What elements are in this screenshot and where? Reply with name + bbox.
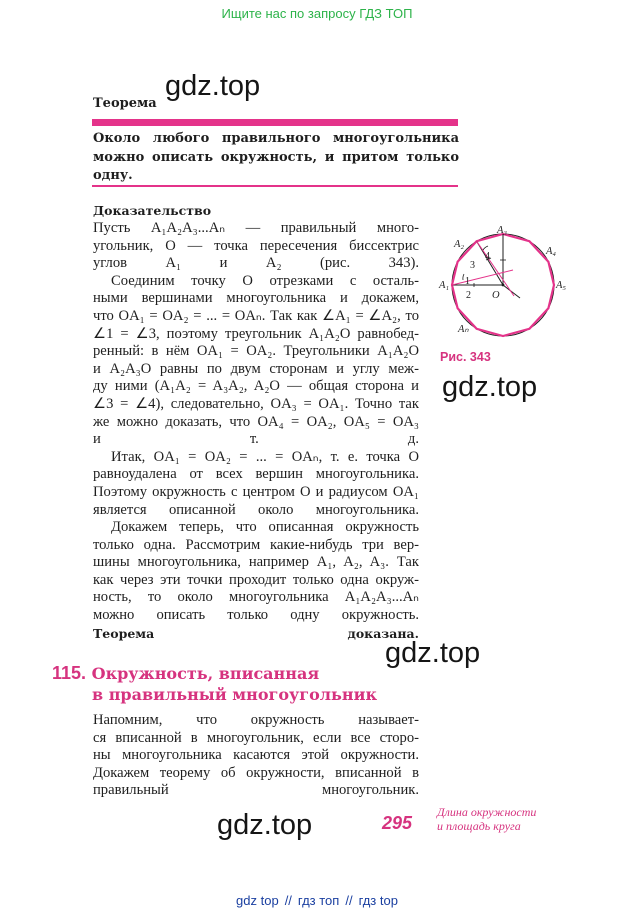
proof-line: Пусть A₁A₂A₃...Aₙ — правильный много- [93, 220, 419, 236]
label-a5: A₅ [556, 280, 567, 291]
label-a1: A₁ [439, 280, 450, 291]
theorem-bottom-rule [92, 185, 458, 187]
bisector-a2 [477, 241, 514, 296]
proof-line: ность, то около многоугольника A₁A₂A₃...Aₙ [93, 589, 419, 606]
figure-caption: Рис. 343 [440, 350, 491, 364]
watermark: gdz.top [165, 70, 261, 102]
label-a4: A₄ [546, 246, 557, 257]
proof-heading: Доказательство [93, 203, 212, 218]
proof-line: ∠3 = ∠4), следовательно, OA₃ = OA₁. Точно так [93, 395, 419, 412]
watermark: gdz.top [385, 637, 481, 669]
figure-343 [436, 222, 576, 347]
bottom-links [0, 893, 634, 908]
section-title-line: в правильный многоугольник [92, 685, 378, 704]
proof-line: как через эти точки проходит только одна окруж- [93, 571, 419, 588]
proof-line: и A₂A₃O равны по двум сторонам и углу меж- [93, 360, 419, 377]
running-head-line: и площадь круга [437, 819, 521, 833]
proof-conclusion: Теорема доказана. [93, 625, 419, 641]
page-number: 295 [382, 813, 413, 833]
running-head-line: Длина окружности [437, 805, 537, 819]
bisector-a1 [452, 270, 513, 285]
label-angle-3: 3 [470, 260, 475, 271]
theorem-heading: Теорема [93, 96, 157, 111]
angle-arc [483, 246, 488, 250]
proof-line: и т. д. [93, 431, 419, 448]
section-line: Напомним, что окружность называет- [93, 712, 419, 728]
section-title [52, 663, 377, 705]
proof-line: является описанной около многоугольника. [93, 501, 419, 518]
proof-line: ными вершинами многоугольника и докажем, [93, 290, 419, 307]
proof-line: можно описать только одну окружность. [93, 607, 419, 624]
bottom-link[interactable]: gdz top [236, 893, 279, 908]
watermark: gdz.top [442, 371, 538, 403]
section-line: ны многоугольника касаются этой окружности. [93, 747, 419, 764]
label-a2: A₂ [454, 239, 465, 250]
proof-line: ∠1 = ∠3, поэтому треугольник A₁A₂O равнобед- [93, 325, 419, 342]
proof-line: ду ними (A₁A₂ = A₃A₂, A₂O — общая сторона и [93, 378, 419, 395]
running-head [437, 805, 536, 833]
center-point [502, 284, 505, 287]
label-a3: A₃ [497, 225, 508, 236]
theorem-statement [93, 130, 459, 186]
section-number: 115. [52, 663, 87, 683]
section-line: Докажем теорему об окружности, вписанной в [93, 764, 419, 781]
label-o: O [492, 290, 500, 301]
proof-line: Докажем теперь, что описанная окружность [111, 519, 419, 536]
section-text [93, 712, 419, 800]
bottom-link[interactable]: гдз top [358, 893, 398, 908]
proof-line: что OA₁ = OA₂ = ... = OAₙ. Так как ∠A₁ = ∠A₂, то [93, 307, 419, 324]
theorem-top-bar [92, 119, 458, 126]
proof-line: Итак, OA₁ = OA₂ = ... = OAₙ, т. е. точка O [111, 448, 419, 465]
proof-line: равноудалена от всех вершин многоугольника. [93, 466, 419, 483]
label-an: Aₙ [458, 324, 469, 335]
label-angle-4: 4 [485, 251, 490, 262]
section-title-line: Окружность, вписанная [91, 664, 320, 683]
proof-line: же можно доказать, что OA₄ = OA₂, OA₅ = OA₃ [93, 413, 419, 430]
bottom-separator: // [345, 893, 353, 908]
proof-text [93, 220, 419, 642]
label-angle-2: 2 [466, 290, 471, 301]
theorem-line: одну. [93, 168, 133, 183]
bottom-link[interactable]: гдз топ [297, 893, 340, 908]
theorem-line: можно описать окружность, и притом только [93, 149, 459, 165]
proof-line: угольник, O — точка пересечения биссектрис [93, 237, 419, 254]
proof-line: Поэтому окружность с центром O и радиусом OA₁ [93, 483, 419, 500]
theorem-line: Около любого правильного многоугольника [93, 131, 459, 146]
top-banner: Ищите нас по запросу ГДЗ ТОП [221, 6, 413, 21]
bottom-separator: // [284, 893, 292, 908]
watermark: gdz.top [217, 809, 313, 841]
proof-line: шины многоугольника, например A₁, A₂, A₃. Так [93, 554, 419, 571]
angle-arc [463, 274, 464, 280]
proof-line: ренный: в нём OA₁ = OA₂. Треугольники A₁A₂O [93, 343, 419, 360]
label-angle-1: 1 [465, 276, 470, 287]
proof-line: углов A₁ и A₂ (рис. 343). [93, 255, 419, 272]
proof-line: Соединим точку O отрезками с осталь- [111, 272, 419, 289]
proof-line: только одна. Рассмотрим какие-нибудь три вер- [93, 536, 419, 553]
section-line: ся вписанной в многоугольник, если все сторо- [93, 729, 419, 746]
section-line: правильный многоугольник. [93, 782, 419, 799]
